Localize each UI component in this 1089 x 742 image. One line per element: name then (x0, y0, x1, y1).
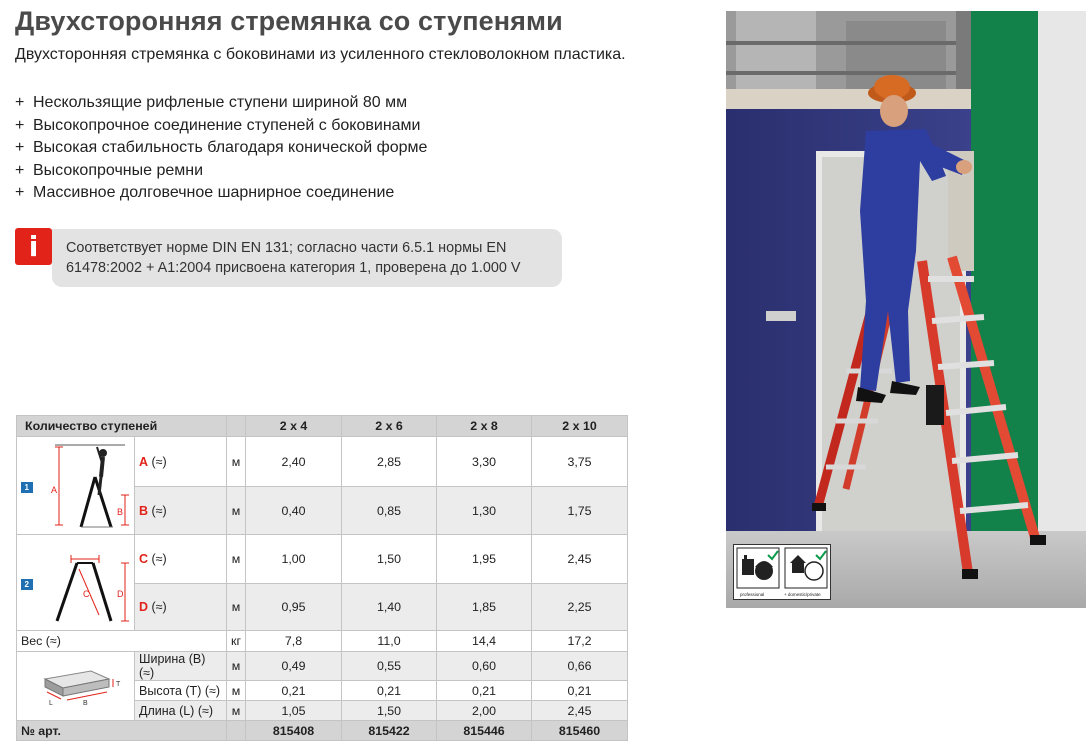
usage-icons (733, 544, 831, 600)
product-photo (726, 11, 1086, 608)
open-ladder-icon (37, 535, 133, 627)
row-label: B (≈) (135, 487, 227, 535)
diagram-badge: 1 (21, 482, 33, 493)
package-label-t: T (115, 680, 120, 688)
diagram-label-a: A (50, 485, 57, 495)
column-header: 2 x 10 (532, 416, 628, 437)
weight-label: Вес (≈) (17, 631, 227, 652)
article-number: 815408 (246, 721, 342, 741)
diagram-badge: 2 (21, 579, 33, 590)
table-row: 1 A B A (≈) м 2,40 2,85 3,30 3,75 (17, 437, 628, 487)
package-diagram (17, 652, 135, 721)
intro-text: Двухсторонняя стремянка с боковинами из усиленного стекловолокном пластика. (15, 46, 626, 63)
info-icon: i (15, 228, 52, 265)
row-label: C (≈) (135, 535, 227, 584)
table-row: T L B Ширина (B) (≈) м 0,49 0,55 0,60 0,66 (17, 652, 628, 681)
feature-bullet: + (15, 139, 25, 157)
article-number: 815422 (342, 721, 437, 741)
diagram-label-c: C (82, 589, 89, 599)
package-label-b: B (82, 699, 88, 707)
feature-item: + Высокопрочные ремни (15, 160, 427, 183)
table-row: B (≈) м 0,40 0,85 1,30 1,75 (17, 487, 628, 535)
feature-bullet: + (15, 116, 25, 134)
table-row: 2 C D C (≈) м 1,00 1,50 1,95 2,45 (17, 535, 628, 584)
diagram-label-d: D (116, 589, 123, 599)
diagram-label-b: B (116, 507, 123, 517)
table-header-row (17, 416, 628, 437)
article-label: № арт. (17, 721, 227, 741)
feature-item: + Нескользящие рифленые ступени шириной 80 мм (15, 92, 427, 115)
row-label: Высота (T) (≈) (135, 681, 227, 701)
column-header: 2 x 6 (342, 416, 437, 437)
row-label: Длина (L) (≈) (135, 701, 227, 721)
row-label: D (≈) (135, 583, 227, 630)
feature-list (15, 92, 427, 205)
table-row: Высота (T) (≈) м 0,21 0,21 0,21 0,21 (17, 681, 628, 701)
package-label-l: L (48, 699, 53, 707)
table-row: Длина (L) (≈) м 1,05 1,50 2,00 2,45 (17, 701, 628, 721)
article-row (17, 721, 628, 741)
certification-note: Соответствует норме DIN EN 131; согласно части 6.5.1 нормы EN 61478:2002 + A1:2004 присвоена категория 1, проверена до 1.000 V (52, 229, 562, 287)
professional-label: professional (740, 592, 765, 597)
feature-bullet: + (15, 161, 25, 179)
page-title: Двухсторонняя стремянка со ступенями (15, 6, 563, 36)
ladder-height-diagram (37, 437, 135, 535)
row-label: Ширина (B) (≈) (135, 652, 227, 681)
feature-bullet: + (15, 94, 25, 111)
article-number: 815446 (437, 721, 532, 741)
ladder-with-person-icon (37, 437, 133, 531)
column-header: 2 x 4 (246, 416, 342, 437)
worker-on-ladder-image (726, 11, 1086, 608)
professional-domestic-icon (734, 545, 830, 599)
feature-bullet: + (15, 184, 25, 202)
feature-item: + Массивное долговечное шарнирное соединение (15, 182, 427, 205)
feature-item: + Высокая стабильность благодаря конической форме (15, 137, 427, 160)
table-row: D (≈) м 0,95 1,40 1,85 2,25 (17, 583, 628, 630)
row-label: A (≈) (135, 437, 227, 487)
article-number: 815460 (532, 721, 628, 741)
column-header: 2 x 8 (437, 416, 532, 437)
ladder-width-diagram (37, 535, 135, 631)
steps-count-header: Количество ступеней (17, 416, 227, 437)
domestic-label: + domestic/private (784, 592, 821, 597)
package-box-icon (21, 657, 131, 713)
specification-table (16, 415, 628, 741)
table-row: Вес (≈) кг 7,8 11,0 14,4 17,2 (17, 631, 628, 652)
feature-item: + Высокопрочное соединение ступеней с боковинами (15, 115, 427, 138)
